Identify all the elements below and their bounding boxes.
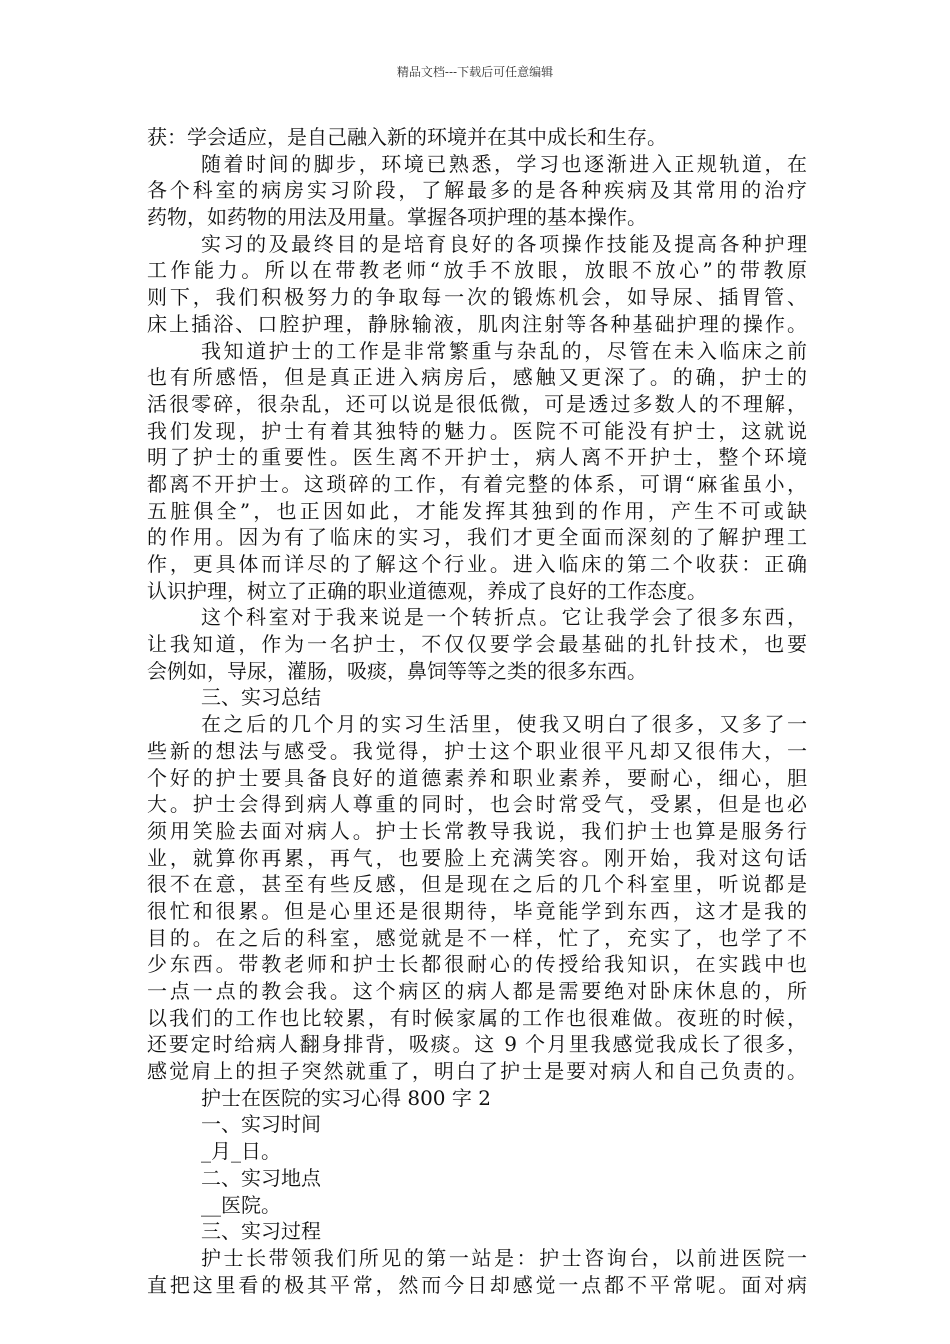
text-line: 护士在医院的实习心得 800 字 2 xyxy=(201,1085,491,1110)
text-line: 作，更具体而详尽的了解这个行业。进入临床的第二个收获：正确 xyxy=(147,552,807,576)
text-line: 工作能力。所以在带教老师“放手不放眼，放眼不放心”的带教原 xyxy=(147,258,807,283)
text-line: __医院。 xyxy=(201,1192,281,1217)
text-line: 业，就算你再累，再气，也要脸上充满笑容。刚开始，我对这句话 xyxy=(147,845,807,870)
text-line: 实习的及最终目的是培育良好的各项操作技能及提高各种护理 xyxy=(201,231,807,256)
text-line: 少东西。带教老师和护士长都很耐心的传授给我知识，在实践中也 xyxy=(147,952,807,977)
text-line: 大。护士会得到病人尊重的同时，也会时常受气，受累，但是也必 xyxy=(147,792,807,817)
text-line: 获：学会适应，是自己融入新的环境并在其中成长和生存。 xyxy=(147,125,667,149)
text-line: 一、实习时间 xyxy=(201,1112,321,1137)
text-line: 一点一点的教会我。这个病区的病人都是需要绝对卧床休息的，所 xyxy=(147,979,807,1003)
text-line: 会例如，导尿，灌肠，吸痰，鼻饲等等之类的很多东西。 xyxy=(147,658,647,683)
text-line: 三、实习总结 xyxy=(201,685,321,710)
text-line: 很不在意，甚至有些反感，但是现在之后的几个科室里，听说都是 xyxy=(147,872,807,897)
text-line: 我们发现，护士有着其独特的魅力。医院不可能没有护士，这就说 xyxy=(147,418,807,443)
text-line: 感觉肩上的担子突然就重了，明白了护士是要对病人和自己负责的。 xyxy=(147,1059,807,1084)
text-line: 五脏俱全”，也正因如此，才能发挥其独到的作用，产生不可或缺 xyxy=(147,498,807,523)
text-line: 活很零碎，很杂乱，还可以说是很低微，可是透过多数人的不理解， xyxy=(147,391,807,416)
text-line: 这个科室对于我来说是一个转折点。它让我学会了很多东西， xyxy=(201,605,807,630)
text-line: 二、实习地点 xyxy=(201,1165,321,1190)
text-line: 都离不开护士。这琐碎的工作，有着完整的体系，可谓“麻雀虽小， xyxy=(147,471,807,496)
text-line: 则下，我们积极努力的争取每一次的锻炼机会，如导尿、插胃管、 xyxy=(147,285,807,310)
text-line: 药物，如药物的用法及用量。掌握各项护理的基本操作。 xyxy=(147,205,647,230)
text-line: 也有所感悟，但是真正进入病房后，感触又更深了。的确，护士的 xyxy=(147,365,807,390)
text-line: 三、实习过程 xyxy=(201,1219,321,1244)
text-line: 我知道护士的工作是非常繁重与杂乱的，尽管在未入临床之前 xyxy=(201,338,807,363)
text-line: 个好的护士要具备良好的道德素养和职业素养，要耐心，细心，胆 xyxy=(147,765,807,790)
text-line: 让我知道，作为一名护士，不仅仅要学会最基础的扎针技术，也要 xyxy=(147,632,807,657)
text-line: 认识护理，树立了正确的职业道德观，养成了良好的工作态度。 xyxy=(147,578,707,603)
text-line: 以我们的工作也比较累，有时候家属的工作也很难做。夜班的时候， xyxy=(147,1005,807,1030)
text-line: 很忙和很累。但是心里还是很期待，毕竟能学到东西，这才是我的 xyxy=(147,898,807,923)
text-line: 随着时间的脚步，环境已熟悉，学习也逐渐进入正规轨道，在 xyxy=(201,151,807,176)
text-line: 目的。在之后的科室，感觉就是不一样，忙了，充实了，也学了不 xyxy=(147,925,807,950)
text-line: 的作用。因为有了临床的实习，我们才更全面而深刻的了解护理工 xyxy=(147,525,807,550)
text-line: 各个科室的病房实习阶段，了解最多的是各种疾病及其常用的治疗 xyxy=(147,178,807,203)
text-line: _月_日。 xyxy=(201,1139,281,1164)
text-line: 护士长带领我们所见的第一站是：护士咨询台，以前进医院一 xyxy=(201,1245,807,1270)
text-line: 明了护士的重要性。医生离不开护士，病人离不开护士，整个环境 xyxy=(147,445,807,470)
text-line: 直把这里看的极其平常，然而今日却感觉一点都不平常呢。面对病 xyxy=(147,1272,807,1297)
text-line: 在之后的几个月的实习生活里，使我又明白了很多，又多了一 xyxy=(201,712,807,737)
document-body xyxy=(147,124,807,1298)
text-line: 些新的想法与感受。我觉得，护士这个职业很平凡却又很伟大，一 xyxy=(147,738,807,763)
page-header: 精品文档---下载后可任意编辑 xyxy=(396,65,554,79)
text-line: 须用笑脸去面对病人。护士长常教导我说，我们护士也算是服务行 xyxy=(147,818,807,843)
text-line: 还要定时给病人翻身排背，吸痰。这 9 个月里我感觉我成长了很多， xyxy=(147,1032,807,1057)
text-line: 床上插浴、口腔护理，静脉输液，肌肉注射等各种基础护理的操作。 xyxy=(147,311,807,336)
